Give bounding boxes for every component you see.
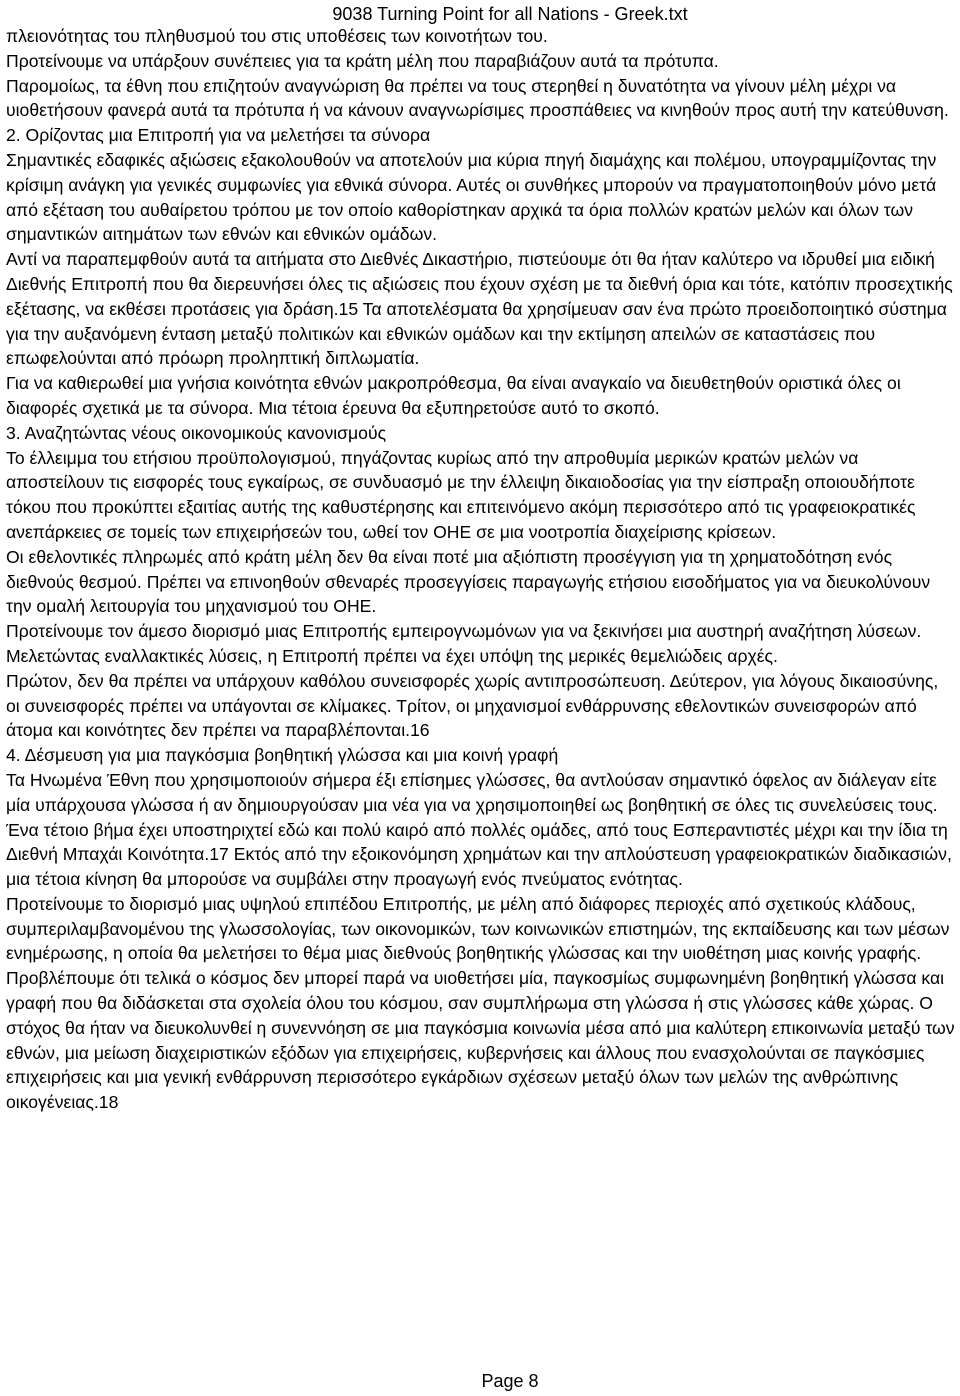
paragraph: Το έλλειμμα του ετήσιου προϋπολογισμού, πηγάζοντας κυρίως από την απροθυμία μερικών κρατών μελών να αποστείλουν τις εισφορές τους εγκαίρως, σε συνδυασμό με την έλλειψη δικαιοδοσίας για την είσπραξη οποιουδήποτε τόκου που προκύπτει εξαιτίας αυτής της καθυστέρησης και επιτεινόμενο ακόμη περισσότερο από τις γραφειοκρατικές ανεπάρκειες σε τομείς των επιχειρήσεών του, ωθεί τον ΟΗΕ σε μια νοοτροπία διαχείρισης κρίσεων. — [6, 447, 916, 542]
section-heading: 3. Αναζητώντας νέους οικονομικούς κανονισμούς — [6, 422, 387, 443]
document-body — [6, 24, 956, 1115]
paragraph: Προτείνουμε το διορισμό μιας υψηλού επιπέδου Επιτροπής, με μέλη από διάφορες περιοχές από σχετικούς κλάδους, συμπεριλαμβανομένου της γλωσσολογίας, των οικονομικών, των κοινωνικών επιστημών, της εκπαίδευσης και των μέσων ενημέρωσης, η οποία θα μελετήσει το θέμα μιας διεθνούς βοηθητικής γλώσσας και την υιοθέτηση μιας κοινής γραφής. — [6, 893, 950, 964]
paragraph: Αντί να παραπεμφθούν αυτά τα αιτήματα στο Διεθνές Δικαστήριο, πιστεύουμε ότι θα ήταν καλύτερο να ιδρυθεί μια ειδική Διεθνής Επιτροπή που θα διερευνήσει όλες τις αξιώσεις που έχουν σχέση με τα διεθνή όρια και τότε, κατόπιν προσεχτικής εξέτασης, να εκθέσει προτάσεις για δράση.15 Τα αποτελέσματα θα χρησίμευαν σαν ένα πρώτο προειδοποιητικό σύστημα για την αυξανόμενη ένταση μεταξύ πολιτικών και εθνικών ομάδων και την εκτίμηση απειλών σε καταστάσεις που επωφελούνται από πρόωρη προληπτική διπλωματία. — [6, 249, 953, 369]
section-heading: 4. Δέσμευση για μια παγκόσμια βοηθητική γλώσσα και μια κοινή γραφή — [6, 745, 559, 766]
paragraph: Οι εθελοντικές πληρωμές από κράτη μέλη δεν θα είναι ποτέ μια αξιόπιστη προσέγγιση για τη χρηματοδότηση ενός διεθνούς θεσμού. Πρέπει να επινοηθούν σθεναρές προσεγγίσεις παραγωγής ετήσιου εισοδήματος για να διευκολύνουν την ομαλή λειτουργία του μηχανισμού του ΟΗΕ. — [6, 546, 931, 617]
section-heading: 2. Ορίζοντας μια Επιτροπή για να μελετήσει τα σύνορα — [6, 125, 431, 146]
document-title: 9038 Turning Point for all Nations - Greek.txt — [332, 4, 688, 24]
paragraph: πλειονότητας του πληθυσμού του στις υποθέσεις των κοινοτήτων του. — [6, 26, 548, 46]
page-number: Page 8 — [481, 1371, 539, 1391]
paragraph: Προτείνουμε να υπάρξουν συνέπειες για τα κράτη μέλη που παραβιάζουν αυτά τα πρότυπα. — [6, 50, 719, 71]
paragraph: Για να καθιερωθεί μια γνήσια κοινότητα εθνών μακροπρόθεσμα, θα είναι αναγκαίο να διευθετηθούν οριστικά όλες οι διαφορές σχετικά με τα σύνορα. Μια τέτοια έρευνα θα εξυπηρετούσε αυτό το σκοπό. — [6, 373, 901, 418]
paragraph: Προτείνουμε τον άμεσο διορισμό μιας Επιτροπής εμπειρογνωμόνων για να ξεκινήσει μια αυστηρή αναζήτηση λύσεων. — [6, 621, 922, 642]
document-header — [0, 2, 960, 26]
paragraph: Παρομοίως, τα έθνη που επιζητούν αναγνώριση θα πρέπει να τους στερηθεί η δυνατότητα να γίνουν μέλη μέχρι να υιοθετήσουν φανερά αυτά τα πρότυπα ή να κάνουν αναγνωρίσιμες προσπάθειες να κινηθούν προς αυτή την κατεύθυνση. — [6, 75, 949, 121]
paragraph: Προβλέπουμε ότι τελικά ο κόσμος δεν μπορεί παρά να υιοθετήσει μία, παγκοσμίως συμφωνημένη βοηθητική γλώσσα και γραφή που θα διδάσκεται στα σχολεία όλου του κόσμου, σαν συμπλήρωμα στη γλώσσα ή στις γλώσσες κάθε χώρας. Ο στόχος θα ήταν να διευκολυνθεί η συνεννόηση σε μια παγκόσμια κοινωνία μέσα από μια καλύτερη επικοινωνία μεταξύ των εθνών, μια μείωση διαχειριστικών εξόδων για επιχειρήσεις, κυβερνήσεις και άλλους που ενασχολούνται σε παγκόσμιες επιχειρήσεις και μια γενική ενθάρρυνση περισσότερο εγκάρδιων σχέσεων μεταξύ όλων των μελών της ανθρώπινης οικογένειας.18 — [6, 968, 955, 1113]
paragraph: Πρώτον, δεν θα πρέπει να υπάρχουν καθόλου συνεισφορές χωρίς αντιπροσώπευση. Δεύτερον, για λόγους δικαιοσύνης, οι συνεισφορές πρέπει να υπάγονται σε κλίμακες. Τρίτον, οι μηχανισμοί ενθάρρυνσης εθελοντικών συνεισφορών από άτομα και κοινότητες δεν πρέπει να παραβλέπονται.16 — [6, 670, 939, 741]
page-footer — [0, 1370, 960, 1392]
paragraph: Μελετώντας εναλλακτικές λύσεις, η Επιτροπή πρέπει να έχει υπόψη της μερικές θεμελιώδεις αρχές. — [6, 645, 778, 666]
paragraph: Τα Ηνωμένα Έθνη που χρησιμοποιούν σήμερα έξι επίσημες γλώσσες, θα αντλούσαν σημαντικό όφελος αν διάλεγαν είτε μία υπάρχουσα γλώσσα ή αν δημιουργούσαν μια νέα για να χρησιμοποιηθεί ως βοηθητική σε όλες τις συνελεύσεις τους. Ένα τέτοιο βήμα έχει υποστηριχτεί εδώ και πολύ καιρό από πολλές ομάδες, από τους Εσπεραντιστές μέχρι και την ίδια τη Διεθνή Μπαχάι Κοινότητα.17 Εκτός από την εξοικονόμηση χρημάτων και την απλούστευση γραφειοκρατικών διαδικασιών, μια τέτοια κίνηση θα μπορούσε να συμβάλει στην προαγωγή ενός πνεύματος ενότητας. — [6, 769, 952, 890]
paragraph: Σημαντικές εδαφικές αξιώσεις εξακολουθούν να αποτελούν μια κύρια πηγή διαμάχης και πολέμου, υπογραμμίζοντας την κρίσιμη ανάγκη για γενικές συμφωνίες για εθνικά σύνορα. Αυτές οι συνθήκες μπορούν να πραγματοποιηθούν μόνο μετά από εξέταση του αυθαίρετου τρόπου με τον οποίο καθορίστηκαν αρχικά τα όρια πολλών κρατών μελών και όλων των σημαντικών αιτημάτων των εθνών και εθνικών ομάδων. — [6, 149, 937, 245]
